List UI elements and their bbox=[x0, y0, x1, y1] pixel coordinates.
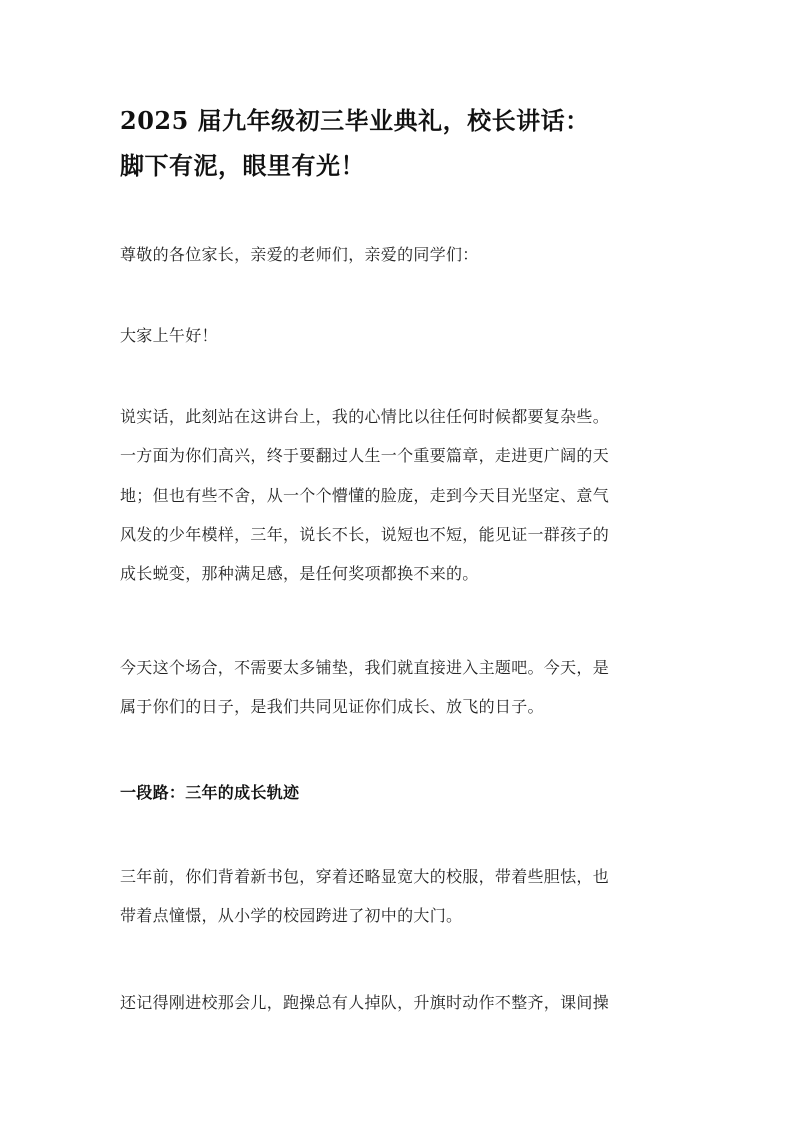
paragraph-line: 成长蜕变，那种满足感，是任何奖项都换不来的。 bbox=[120, 564, 479, 583]
paragraph-line: 地；但也有些不舍，从一个个懵懂的脸庞，走到今天目光坚定、意气 bbox=[120, 486, 610, 505]
paragraph-line: 带着点憧憬，从小学的校园跨进了初中的大门。 bbox=[120, 906, 463, 925]
paragraph-line: 属于你们的日子，是我们共同见证你们成长、放飞的日子。 bbox=[120, 697, 544, 716]
section-heading: 一段路：三年的成长轨迹 bbox=[120, 783, 300, 802]
paragraph-line: 今天这个场合，不需要太多铺垫，我们就直接进入主题吧。今天，是 bbox=[120, 658, 610, 677]
paragraph-line: 风发的少年模样，三年，说长不长，说短也不短，能见证一群孩子的 bbox=[120, 525, 610, 544]
greeting-text: 尊敬的各位家长，亲爱的老师们，亲爱的同学们： bbox=[120, 245, 479, 264]
paragraph-line: 一方面为你们高兴，终于要翻过人生一个重要篇章，走进更广阔的天 bbox=[120, 446, 610, 465]
title-line-1: 2025 届九年级初三毕业典礼，校长讲话： bbox=[120, 106, 590, 135]
paragraph-line: 三年前，你们背着新书包，穿着还略显宽大的校服，带着些胆怯，也 bbox=[120, 867, 610, 886]
document-title bbox=[120, 98, 700, 188]
paragraph-line: 还记得刚进校那会儿，跑操总有人掉队，升旗时动作不整齐，课间操 bbox=[120, 993, 610, 1012]
title-line-2: 脚下有泥，眼里有光！ bbox=[120, 151, 365, 180]
paragraph-line: 说实话，此刻站在这讲台上，我的心情比以往任何时候都要复杂些。 bbox=[120, 407, 610, 426]
hello-text: 大家上午好！ bbox=[120, 326, 218, 345]
